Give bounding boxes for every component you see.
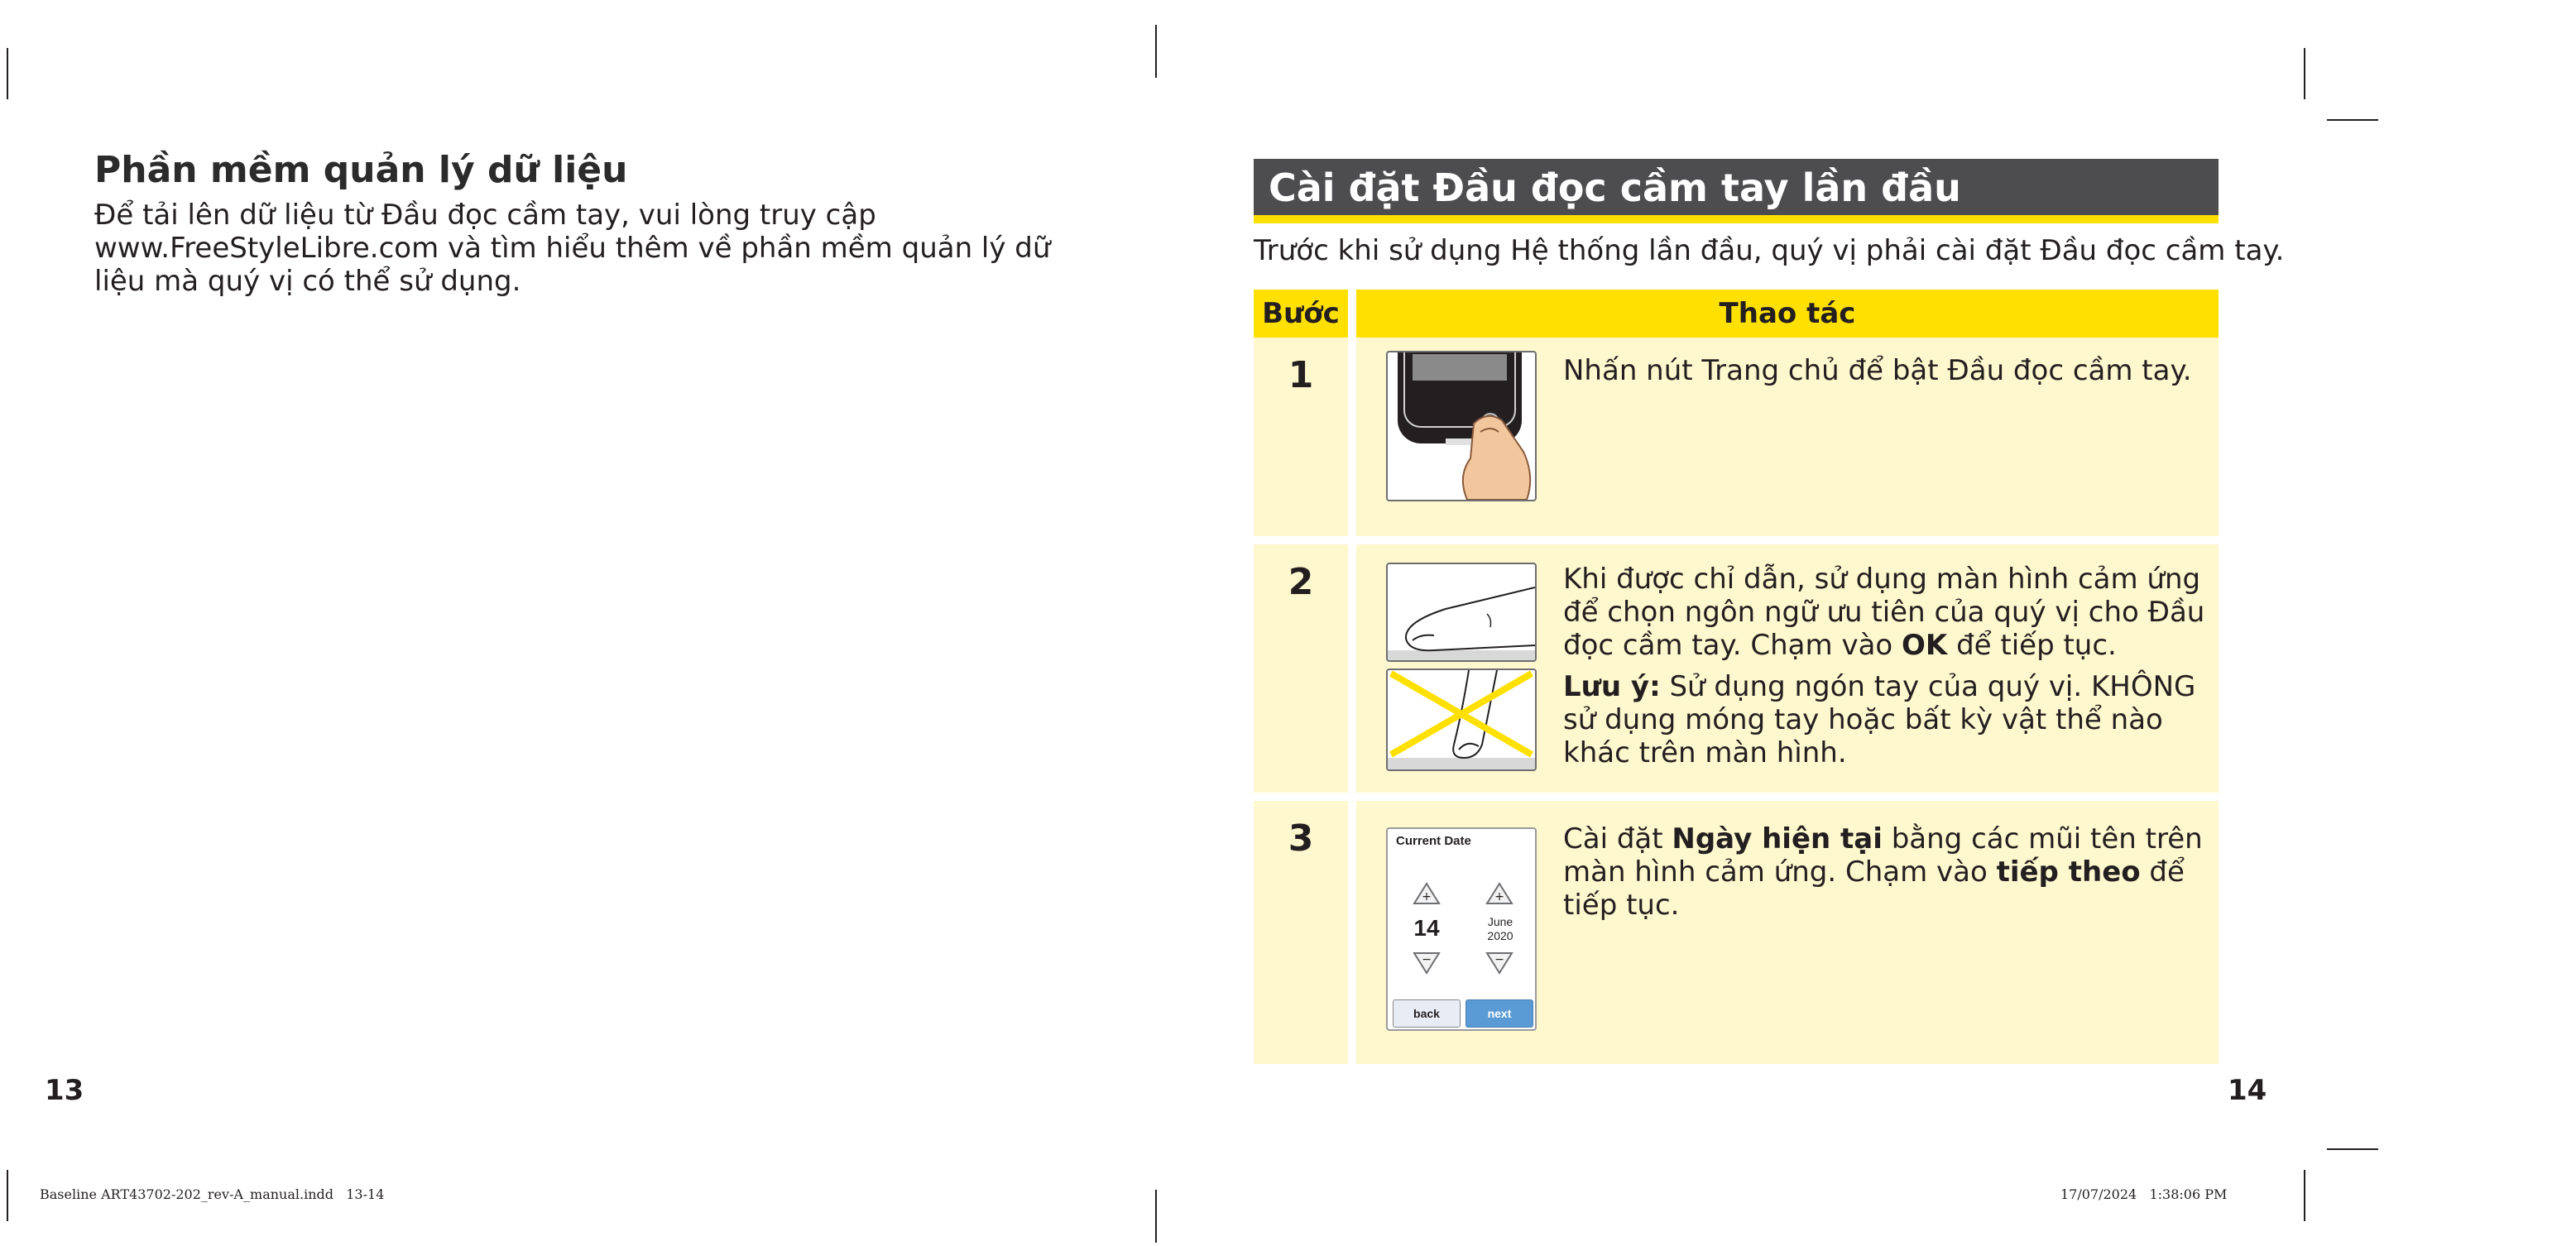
crop-mark (7, 48, 8, 99)
body-text: Để tải lên dữ liệu từ Đầu đọc cầm tay, vui lòng truy cập www.FreeStyleLibre.com và tìm hiểu thêm về phần mềm quản lý dữ liệu mà quý vị có thể sử dụng. (94, 199, 1051, 298)
back-button: back (1393, 999, 1461, 1028)
fingernail-cross-icon (1388, 670, 1535, 769)
intro-text: Trước khi sử dụng Hệ thống lần đầu, quý vị phải cài đặt Đầu đọc cầm tay. (1254, 234, 2285, 267)
steps-table (1254, 290, 2219, 1064)
slug-timestamp: 17/07/2024 1:38:06 PM (2060, 1186, 2228, 1202)
finger-touch-illustration (1386, 563, 1537, 662)
step-3-instruction-mid: bằng các mũi tên trên màn hình cảm ứng. Chạm vào (1563, 822, 2203, 889)
reader-power-illustration (1386, 351, 1537, 501)
table-row (1254, 801, 2219, 1064)
crop-mark (1155, 25, 1157, 78)
svg-text:+: + (1422, 890, 1432, 903)
ok-label: OK (1902, 629, 1948, 662)
current-date-screen (1386, 827, 1537, 1031)
svg-text:−: − (1494, 953, 1504, 966)
page-number: 13 (45, 1074, 84, 1107)
page-title: Phần mềm quản lý dữ liệu (94, 149, 628, 191)
step-number: 1 (1288, 354, 1314, 396)
step-number: 2 (1288, 561, 1314, 603)
page-number: 14 (2228, 1074, 2267, 1107)
fingertip-icon (1388, 564, 1535, 660)
step-3-instruction: Cài đặt (1563, 822, 1672, 855)
day-down-arrow-icon (1413, 951, 1441, 979)
table-row (1254, 338, 2219, 544)
note-label: Lưu ý: (1563, 670, 1661, 703)
note-text: Sử dụng ngón tay của quý vị. KHÔNG sử dụng móng tay hoặc bất kỳ vật thể nào khác trên màn hình. (1563, 670, 2196, 769)
header-action: Thao tác (1356, 290, 2219, 338)
step-number: 3 (1288, 817, 1314, 860)
section-title: Cài đặt Đầu đọc cầm tay lần đầu (1269, 165, 1961, 210)
step-1-text: Nhấn nút Trang chủ để bật Đầu đọc cầm tay. (1563, 354, 2192, 387)
step-3-text (1563, 822, 2217, 922)
step-2-instruction: Khi được chỉ dẫn, sử dụng màn hình cảm ứng để chọn ngôn ngữ ưu tiên của quý vị cho Đầu đọc cầm tay. Chạm vào (1563, 563, 2205, 662)
crop-mark (2327, 1148, 2378, 1150)
month-year-value (1475, 915, 1525, 943)
crop-mark (2327, 119, 2378, 121)
month-value: June (1487, 915, 1513, 928)
day-value: 14 (1413, 915, 1440, 941)
reader-device-icon (1388, 352, 1535, 500)
month-up-arrow-icon (1485, 882, 1513, 909)
step-2-text (1563, 563, 2217, 769)
day-up-arrow-icon (1413, 882, 1441, 909)
slug-file: Baseline ART43702-202_rev-A_manual.indd 13-14 (40, 1186, 385, 1202)
header-step: Bước (1254, 290, 1356, 338)
screen-title: Current Date (1396, 834, 1471, 848)
table-row (1254, 544, 2219, 801)
fingernail-cross-illustration (1386, 669, 1537, 771)
next-button: next (1465, 999, 1533, 1028)
crop-mark (1155, 1190, 1157, 1243)
crop-mark (2304, 48, 2305, 99)
current-date-label: Ngày hiện tại (1672, 822, 1883, 855)
banner-underline (1254, 215, 2219, 223)
month-down-arrow-icon (1485, 951, 1513, 979)
section-banner (1254, 159, 2219, 215)
step-2-instruction-end: để tiếp tục. (1947, 629, 2117, 662)
crop-mark (2304, 1170, 2305, 1221)
svg-text:+: + (1494, 890, 1504, 903)
next-label: tiếp theo (1996, 855, 2141, 889)
svg-text:−: − (1422, 953, 1432, 966)
crop-mark (7, 1170, 8, 1221)
step-3-instruction-end: để tiếp tục. (1563, 855, 2185, 922)
year-value: 2020 (1487, 929, 1513, 942)
